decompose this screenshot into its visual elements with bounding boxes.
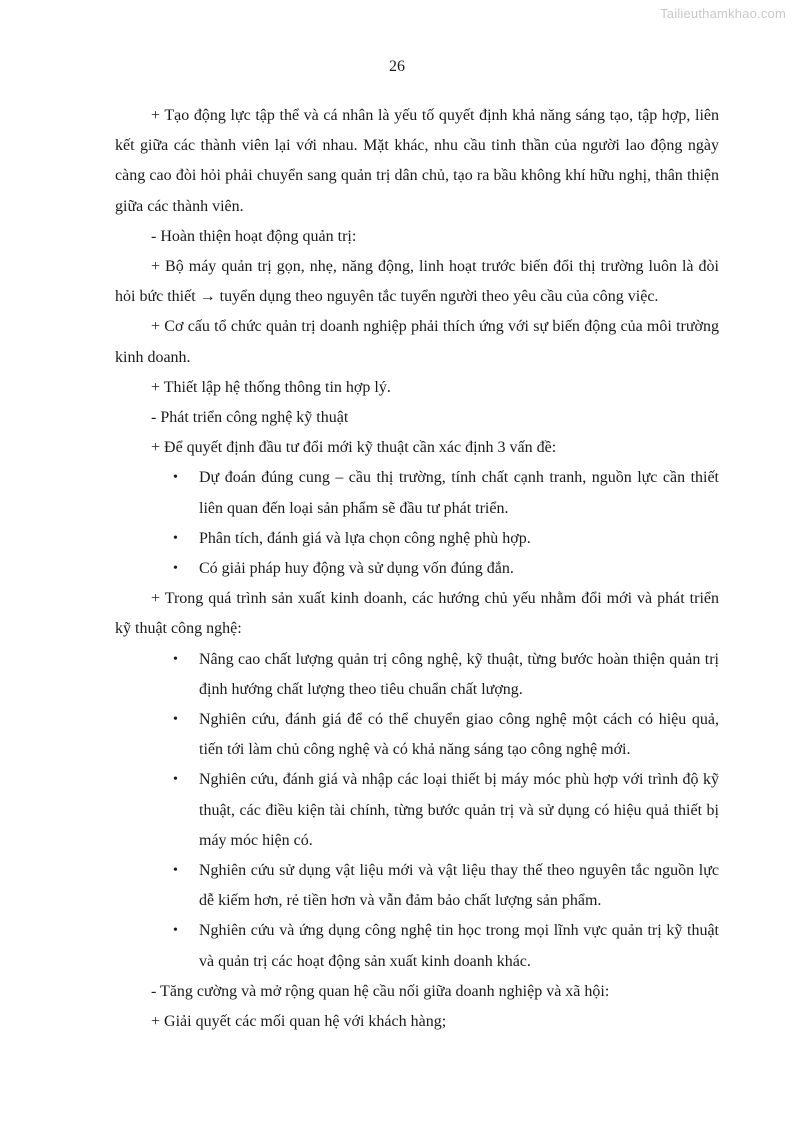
bullet-icon: • xyxy=(173,530,178,546)
bullet-icon: • xyxy=(173,772,178,788)
list-item-text: Nghiên cứu và ứng dụng công nghệ tin học trong mọi lĩnh vực quản trị kỹ thuật và quản trị các hoạt động sản xuất kinh doanh khác. xyxy=(199,922,719,970)
list-item-text: Dự đoán đúng cung – cầu thị trường, tính chất cạnh tranh, nguồn lực cần thiết liên quan đến loại sản phẩm sẽ đầu tư phát triển. xyxy=(199,469,719,517)
bullet-icon: • xyxy=(173,923,178,939)
paragraph-apparatus: + Bộ máy quản trị gọn, nhẹ, năng động, linh hoạt trước biến đổi thị trường luôn là đòi hỏi bức thiết → tuyển dụng theo nguyên tắc tuyển người theo yêu cầu của công việc. xyxy=(115,258,719,306)
list-item xyxy=(115,524,719,554)
list-item xyxy=(115,463,719,523)
paragraph-directions: + Trong quá trình sản xuất kinh doanh, các hướng chủ yếu nhằm đổi mới và phát triển kỹ thuật công nghệ: xyxy=(115,590,719,638)
heading-technology: - Phát triển công nghệ kỹ thuật xyxy=(151,409,349,427)
list-item-text: Có giải pháp huy động và sử dụng vốn đúng đắn. xyxy=(199,560,514,578)
list-item-text: Nghiên cứu sử dụng vật liệu mới và vật liệu thay thế theo nguyên tắc nguồn lực dễ kiếm hơn, rẻ tiền hơn và vẫn đảm bảo chất lượng sản phẩm. xyxy=(199,862,719,910)
heading-management: - Hoàn thiện hoạt động quản trị: xyxy=(151,227,357,245)
bullet-icon: • xyxy=(173,712,178,728)
list-item xyxy=(115,645,719,705)
list-item-text: Phân tích, đánh giá và lựa chọn công nghệ phù hợp. xyxy=(199,529,531,547)
list-item xyxy=(115,705,719,765)
paragraph-structure: + Cơ cấu tổ chức quản trị doanh nghiệp phải thích ứng với sự biến động của môi trường kinh doanh. xyxy=(115,318,719,366)
page-number: 26 xyxy=(389,58,405,75)
heading-society: - Tăng cường và mở rộng quan hệ cầu nối giữa doanh nghiệp và xã hội: xyxy=(151,982,610,1000)
paragraph-information: + Thiết lập hệ thống thông tin hợp lý. xyxy=(151,378,391,396)
document-body xyxy=(115,101,719,1037)
paragraph-motivation: + Tạo động lực tập thể và cá nhân là yếu tố quyết định khả năng sáng tạo, tập hợp, liên kết giữa các thành viên lại với nhau. Mặt khác, nhu cầu tinh thần của người lao động ngày càng cao đòi hỏi phải chuyển sang quản trị dân chủ, tạo ra bầu không khí hữu nghị, thân thiện giữa các thành viên. xyxy=(115,107,719,215)
list-item-text: Nghiên cứu, đánh giá và nhập các loại thiết bị máy móc phù hợp với trình độ kỹ thuật, các điều kiện tài chính, từng bước quản trị và sử dụng có hiệu quả thiết bị máy móc hiện có. xyxy=(199,771,719,849)
bullet-icon: • xyxy=(173,561,178,577)
list-item-text: Nghiên cứu, đánh giá để có thể chuyển giao công nghệ một cách có hiệu quả, tiến tới làm chủ công nghệ và có khả năng sáng tạo công nghệ mới. xyxy=(199,711,719,759)
list-item xyxy=(115,554,719,584)
paragraph-customers: + Giải quyết các mối quan hệ với khách hàng; xyxy=(151,1013,447,1031)
bullet-icon: • xyxy=(173,863,178,879)
list-item xyxy=(115,765,719,856)
list-item xyxy=(115,916,719,976)
bullet-icon: • xyxy=(173,651,178,667)
list-item-text: Nâng cao chất lượng quản trị công nghệ, kỹ thuật, từng bước hoàn thiện quản trị định hướng chất lượng theo tiêu chuẩn chất lượng. xyxy=(199,650,719,698)
list-item xyxy=(115,856,719,916)
paragraph-investment: + Để quyết định đầu tư đổi mới kỹ thuật cần xác định 3 vấn đề: xyxy=(151,439,557,457)
bullet-icon: • xyxy=(173,470,178,486)
watermark: Tailieuthamkhao.com xyxy=(660,6,786,21)
